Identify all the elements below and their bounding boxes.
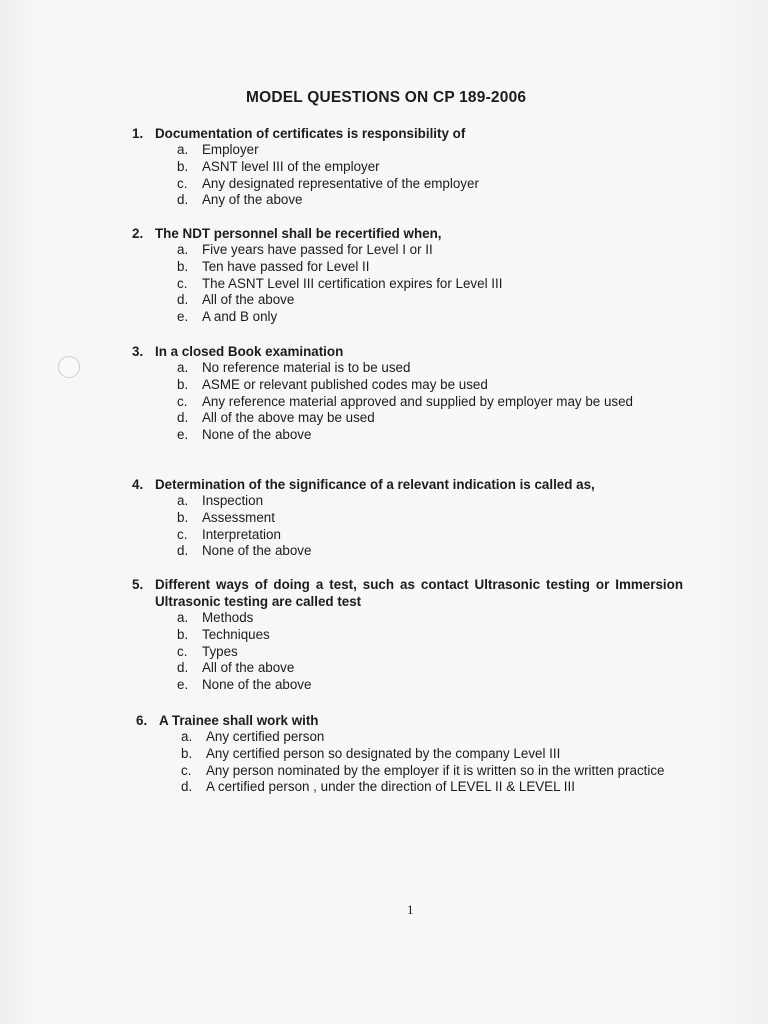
option-item [177,644,683,661]
option-letter: b. [177,509,189,525]
option-text: None of the above [202,543,312,559]
option-letter: a. [177,493,189,508]
option-item [177,377,681,394]
question-text: The NDT personnel shall be recertified when, [155,226,442,241]
option-letter: e. [177,427,189,443]
option-item [177,360,681,377]
option-text: Ten have passed for Level II [202,258,370,274]
option-letter: c. [181,762,192,778]
option-item [177,259,592,276]
option-letter: c. [177,643,188,659]
option-letter: e. [177,677,189,693]
question-number: 5. [132,577,144,592]
option-text: No reference material is to be used [202,360,411,375]
option-letter: a. [177,242,189,257]
question-number: 4. [132,477,144,492]
option-item [177,410,681,427]
option-text: Any reference material approved and supplied by employer may be used [202,393,633,409]
option-item [177,527,672,544]
option-text: Methods [202,610,254,625]
option-item [177,276,592,293]
option-text: All of the above [202,292,295,308]
option-item [177,142,592,159]
option-item [177,510,672,527]
option-letter: a. [177,360,189,375]
option-item [177,309,592,326]
option-letter: d. [177,292,189,308]
question-4 [132,476,672,560]
option-letter: b. [177,258,189,274]
option-item [177,677,683,694]
option-text: Techniques [202,626,270,642]
option-item [177,493,672,510]
option-text: All of the above [202,660,295,676]
punch-hole [58,356,80,378]
option-letter: d. [177,543,189,559]
option-letter: a. [177,142,189,157]
option-text: None of the above [202,677,312,693]
option-text: Any designated representative of the employer [202,175,479,191]
option-text: Employer [202,142,259,157]
question-text: Determination of the significance of a relevant indication is called as, [155,477,595,492]
question-text: Different ways of doing a test, such as contact Ultrasonic testing or Immersion Ultrasonic testing are called test [155,577,683,609]
option-text: ASME or relevant published codes may be used [202,376,488,392]
question-text: A Trainee shall work with [159,713,319,728]
option-text: None of the above [202,427,312,443]
option-item [181,779,684,796]
option-letter: e. [177,309,189,325]
option-letter: b. [177,376,189,392]
question-3 [132,343,681,444]
option-item [181,729,684,746]
option-text: Interpretation [202,526,281,542]
option-letter: a. [181,729,193,744]
option-letter: a. [177,610,189,625]
option-item [177,292,592,309]
option-letter: d. [177,410,189,426]
question-text: Documentation of certificates is responsibility of [155,126,466,141]
option-text: ASNT level III of the employer [202,158,380,174]
option-letter: c. [177,175,188,191]
option-text: Any certified person so designated by the company Level III [206,745,561,761]
document-title: MODEL QUESTIONS ON CP 189-2006 [246,89,527,106]
question-5 [132,576,683,694]
page-number: 1 [407,902,414,917]
option-text: The ASNT Level III certification expires for Level III [202,275,503,291]
option-letter: d. [181,779,193,795]
option-letter: c. [177,275,188,291]
option-letter: d. [177,660,189,676]
option-text: A certified person , under the direction of LEVEL II & LEVEL III [206,779,575,795]
option-item [177,159,592,176]
option-text: Five years have passed for Level I or II [202,242,433,257]
option-item [177,192,592,209]
option-letter: b. [177,626,189,642]
option-letter: b. [177,158,189,174]
option-text: All of the above may be used [202,410,375,426]
question-number: 2. [132,226,144,241]
option-text: Any person nominated by the employer if it is written so in the written practice [206,762,665,778]
question-number: 6. [136,713,148,728]
option-item [177,394,681,411]
option-letter: d. [177,192,189,208]
question-number: 1. [132,126,144,141]
option-text: Any of the above [202,192,303,208]
question-1 [132,125,592,209]
option-text: Assessment [202,509,275,525]
option-text: Any certified person [206,729,325,744]
question-text: In a closed Book examination [155,344,344,359]
option-item [177,543,672,560]
option-item [177,660,683,677]
option-item [177,627,683,644]
option-item [177,610,683,627]
option-letter: b. [181,745,193,761]
question-6 [136,712,684,796]
option-item [177,427,681,444]
option-letter: c. [177,393,188,409]
option-text: Types [202,643,238,659]
option-text: Inspection [202,493,264,508]
option-item [177,176,592,193]
question-2 [132,225,592,326]
option-item [181,746,684,763]
option-letter: c. [177,526,188,542]
question-number: 3. [132,344,144,359]
option-item [177,242,592,259]
option-item [181,763,684,780]
option-text: A and B only [202,309,278,325]
